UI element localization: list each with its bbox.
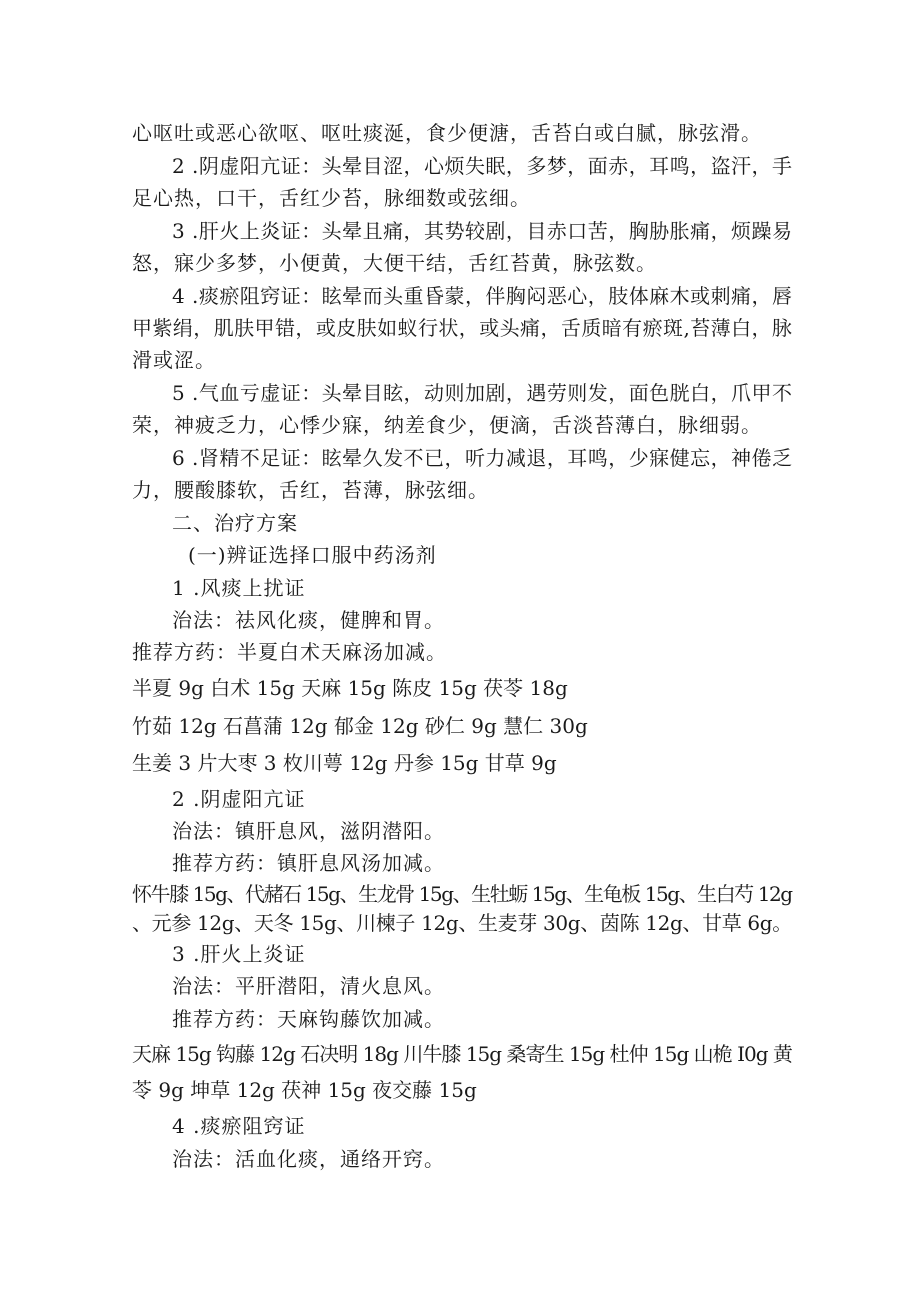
treatment-method: 治法：活血化痰，通络开窍。 [172, 1147, 445, 1171]
treatment-method: 治法：祛风化痰，健脾和胃。 [172, 608, 445, 632]
paragraph-line: 滑或涩。 [132, 348, 216, 372]
recommended-formula: 推荐方药：镇肝息风汤加减。 [172, 851, 445, 875]
syndrome-5-line: 5 .气血亏虚证：头晕目眩，动则加剧，遇劳则发，面色胱白，爪甲不 [172, 381, 793, 405]
syndrome-6-line: 6 .肾精不足证：眩晕久发不已，听力减退，耳鸣，少寐健忘，神倦乏 [172, 446, 793, 470]
paragraph-line: 力，腰酸膝软，舌红，苔薄，脉弦细。 [132, 478, 489, 502]
section-heading: 二、治疗方案 [172, 511, 298, 535]
herb-list-line: 半夏 9g 白术 15g 天麻 15g 陈皮 15g 茯苓 18g [132, 676, 568, 700]
syndrome-2-line: 2 .阴虚阳亢证：头晕目涩，心烦失眠，多梦，面赤，耳鸣，盗汗，手 [172, 154, 793, 178]
paragraph-line: 怒，寐少多梦，小便黄，大便干结，舌红苔黄，脉弦数。 [132, 251, 657, 275]
subsection-heading: (一)辨证选择口服中药汤剂 [188, 543, 437, 567]
item-heading: 3 .肝火上炎证 [172, 942, 306, 966]
herb-list-line: 天麻 15g 钩藤 12g 石决明 18g 川牛膝 15g 桑寄生 15g 杜仲 15g 山桅 I0g 黄 [132, 1042, 792, 1066]
herb-list-line: 怀牛膝 15g、代赭石 15g、生龙骨 15g、生牡蛎 15g、生龟板 15g、生白芍 12g [132, 882, 792, 906]
recommended-formula: 推荐方药：天麻钩藤饮加减。 [172, 1007, 445, 1031]
recommended-formula: 推荐方药：半夏白术天麻汤加减。 [132, 640, 447, 664]
syndrome-4-line: 4 .痰瘀阻窍证：眩晕而头重昏蒙，伴胸闷恶心，肢体麻木或刺痛，唇 [172, 284, 793, 308]
item-heading: 1 .风痰上扰证 [172, 576, 306, 600]
herb-list-line: 苓 9g 坤草 12g 茯神 15g 夜交藤 15g [132, 1078, 477, 1102]
item-heading: 4 .痰瘀阻窍证 [172, 1114, 306, 1138]
paragraph-line: 荣，神疲乏力，心悸少寐，纳差食少，便滴，舌淡苔薄白，脉细弱。 [132, 413, 762, 437]
treatment-method: 治法：镇肝息风，滋阴潜阳。 [172, 819, 445, 843]
herb-list-line: 生姜 3 片大枣 3 枚川萼 12g 丹参 15g 甘草 9g [132, 751, 557, 775]
herb-list-line: 竹茹 12g 石菖蒲 12g 郁金 12g 砂仁 9g 慧仁 30g [132, 714, 588, 738]
treatment-method: 治法：平肝潜阳，清火息风。 [172, 974, 445, 998]
syndrome-3-line: 3 .肝火上炎证：头晕且痛，其势较剧，目赤口苦，胸胁胀痛，烦躁易 [172, 219, 793, 243]
paragraph-line: 足心热，口干，舌红少苔，脉细数或弦细。 [132, 186, 531, 210]
paragraph-line: 心呕吐或恶心欲呕、呕吐痰涎，食少便溏，舌苔白或白腻，脉弦滑。 [132, 121, 762, 145]
paragraph-line: 甲紫绢，肌肤甲错，或皮肤如蚁行状，或头痛，舌质暗有瘀斑,苔薄白，脉 [132, 316, 793, 340]
item-heading: 2 .阴虚阳亢证 [172, 787, 306, 811]
herb-list-line: 、元参 12g、天冬 15g、川楝子 12g、生麦芽 30g、茵陈 12g、甘草 6g。 [132, 911, 792, 935]
